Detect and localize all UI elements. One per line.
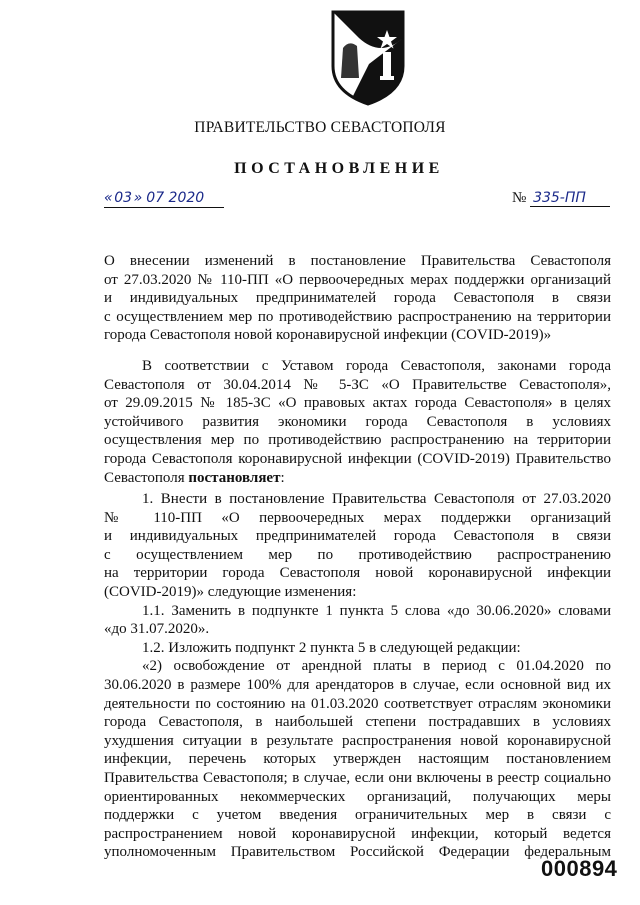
item-1-line: № 110-ПП «О первоочередных мерах поддержки организаций — [104, 509, 611, 526]
preamble-last-prefix: Севастополя — [104, 469, 189, 486]
item-1-1-line: 1.1. Заменить в подпункте 1 пункта 5 слова «до 30.06.2020» словами — [142, 602, 611, 619]
date-quote-open: « — [104, 190, 113, 206]
item-1-line: (COVID-2019)» следующие изменения: — [104, 583, 357, 600]
item-1-line: с осуществлением мер по противодействию распространению — [104, 546, 611, 563]
item-1-2-body-line: инфекции, перечень которых утвержден настоящим постановлением — [104, 751, 611, 768]
resolves-keyword: постановляет — [188, 469, 281, 486]
subject-line: с осуществлением мер по противодействию распространению на территории — [104, 308, 611, 325]
number-sign: № — [512, 190, 527, 206]
sevastopol-coat-of-arms-icon — [329, 8, 407, 106]
date-underline — [104, 190, 224, 208]
government-title: ПРАВИТЕЛЬСТВО СЕВАСТОПОЛЯ — [194, 119, 446, 136]
preamble-last-suffix: : — [280, 469, 285, 486]
item-1-2-body-line: ухудшения ситуации в результате распространения новой коронавирусной — [104, 732, 611, 749]
document-date — [104, 190, 224, 208]
item-1-line: 1. Внести в постановление Правительства Севастополя от 27.03.2020 — [142, 491, 611, 507]
item-1-2-body-line: деятельности по состоянию на 01.03.2020 соответствует отраслям экономики — [104, 695, 611, 712]
date-day: 03 — [114, 190, 133, 206]
item-1-2-line: 1.2. Изложить подпункт 2 пункта 5 в следующей редакции: — [142, 639, 521, 656]
preamble-line: от 29.09.2015 № 185-ЗС «О правовых актах города Севастополя» в целях — [104, 395, 611, 412]
item-1-2-body-line: распространением новой коронавирусной инфекции, который ведется — [104, 825, 611, 842]
preamble-line: осуществления мер по противодействию распространению на территории — [104, 432, 611, 449]
item-1-2-body-line: 30.06.2020 в размере 100% для арендаторов в случае, если основной вид их — [104, 676, 611, 693]
item-1-2-body-line: поддержки с учетом введения ограничительных мер в связи с — [104, 807, 611, 824]
subject-line: от 27.03.2020 № 110-ПП «О первоочередных мерах поддержки организаций — [104, 271, 611, 288]
item-1-2-body-line: ориентированных некоммерческих организаций, получающих меры — [104, 788, 611, 805]
document-number — [512, 190, 610, 207]
subject-line: города Севастополя новой коронавирусной инфекции (COVID-2019)» — [104, 327, 552, 344]
document-preamble — [104, 357, 611, 487]
date-quote-close: » — [133, 190, 143, 206]
serial-number-stamp: 000894 — [541, 856, 618, 881]
document-items — [104, 490, 611, 862]
preamble-line: Севастополя от 30.04.2014 № 5-ЗС «О Правительстве Севастополя», — [104, 376, 611, 393]
item-1-2-body-line: «2) освобождение от арендной платы в период с 01.04.2020 по — [142, 658, 611, 675]
preamble-line: города Севастополя коронавирусной инфекции (COVID-2019) Правительство — [104, 450, 611, 467]
item-1-2-body-line: города Севастополя, в наибольшей степени пострадавших в условиях — [104, 714, 611, 731]
item-1-line: и индивидуальных предпринимателей города Севастополя в связи — [104, 528, 611, 545]
item-1-2-body-line: Правительства Севастополя; в случае, если они включены в реестр социально — [104, 769, 611, 786]
preamble-line: устойчивого развития экономики города Севастополя в условиях — [104, 413, 611, 430]
date-month-year: 07 2020 — [146, 190, 205, 206]
item-1-1-line: «до 31.07.2020». — [104, 621, 210, 638]
item-1-2-body-line: уполномоченным Правительством Российской Федерации федеральным — [104, 844, 611, 861]
preamble-last-line — [104, 469, 611, 488]
subject-line: и индивидуальных предпринимателей города Севастополя в связи — [104, 290, 611, 307]
preamble-line: В соответствии с Уставом города Севастополя, законами города — [142, 358, 611, 374]
document-type-heading: ПОСТАНОВЛЕНИЕ — [234, 160, 444, 177]
number-value: 335-ПП — [530, 190, 610, 207]
document-subject — [104, 252, 611, 345]
item-1-line: на территории города Севастополя новой коронавирусной инфекции — [104, 565, 611, 582]
subject-line: О внесении изменений в постановление Правительства Севастополя — [104, 253, 611, 269]
